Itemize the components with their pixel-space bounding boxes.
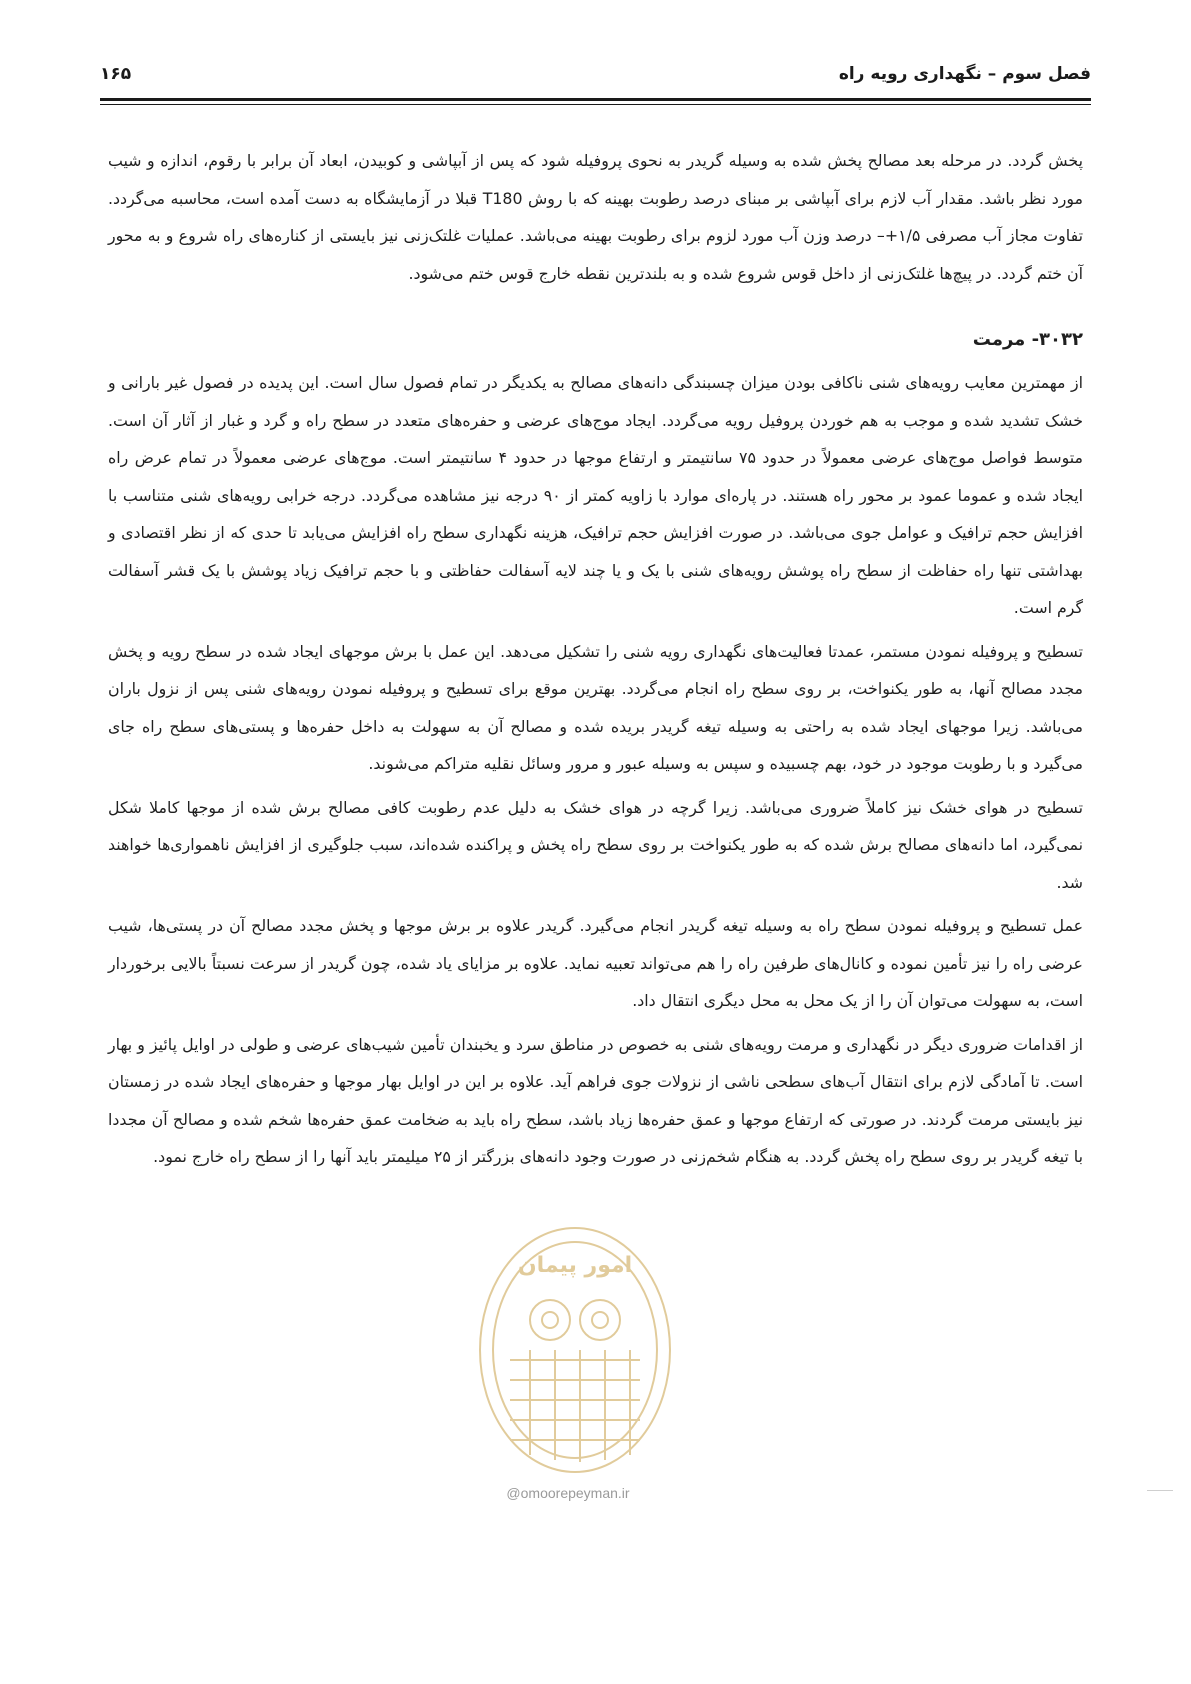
chapter-title: فصل سوم – نگهداری رویه راه [838,64,1091,84]
page-header [100,58,1091,98]
scan-edge-mark [1147,1490,1173,1491]
page-number: ۱۶۵ [100,64,132,84]
watermark-logo-text: امور پیمان [517,1253,633,1278]
intro-paragraph: پخش گردد. در مرحله بعد مصالح پخش شده به وسیله گریدر به نحوی پروفیله شود که پس از آبپاشی و کوبیدن، ابعاد آن برابر با رقوم، اندازه و شیب مورد نظر باشد. مقدار آب لازم برای آبپاشی بر مبنای درصد رطوبت بهینه که با روش T180 قبلا در آزمایشگاه به دست آمده است، محاسبه می‌گردد. تفاوت مجاز آب مصرفی ۱/۵+– درصد وزن آب مورد لزوم برای رطوبت بهینه می‌باشد. عملیات غلتک‌زنی نیز بایستی از کناره‌های راه شروع و به محور آن ختم گردد. در پیچ‌ها غلتک‌زنی از داخل قوس شروع شده و به بلندترین نقطه خارج قوس ختم می‌شود. [108,151,1083,283]
paragraph: تسطیح در هوای خشک نیز کاملاً ضروری می‌باشد. زیرا گرچه در هوای خشک به دلیل عدم رطوبت کافی مصالح برش شده از موجها کاملا شکل نمی‌گیرد، اما دانه‌های مصالح برش شده که به طور یکنواخت بر روی سطح راه پخش و پراکنده شده‌اند، سبب جلوگیری از افزایش ناهمواری‌ها خواهند شد. [108,797,1083,892]
paragraph: تسطیح و پروفیله نمودن مستمر، عمدتا فعالیت‌های نگهداری رویه شنی را تشکیل می‌دهد. این عمل با برش موجهای ایجاد شده در سطح رویه و پخش مجدد مصالح آنها، به طور یکنواخت، بر روی سطح راه انجام می‌گردد. بهترین موقع برای تسطیح و پروفیله نمودن رویه‌های شنی پس از نزول باران می‌باشد. زیرا موجهای ایجاد شده به راحتی به وسیله تیغه گریدر بریده شده و مصالح آن به سهولت به داخل حفره‌ها و پستی‌های سطح راه جای می‌گیرد و با رطوبت موجود در خود، بهم چسبیده و سپس به وسیله عبور و مرور وسائل نقلیه متراکم می‌شوند. [108,641,1083,773]
section-heading: ۳۰۳۲- مرمت [972,329,1083,350]
header-rule-thick [100,98,1091,101]
paragraph: از مهمترین معایب رویه‌های شنی ناکافی بودن میزان چسبندگی دانه‌های مصالح به یکدیگر در تمام فصول سال است. این پدیده در فصول غیر بارانی و خشک تشدید شده و موجب به هم خوردن پروفیل رویه می‌گردد. ایجاد موج‌های عرضی و حفره‌های متعدد در سطح راه و گرد و غبار از آثار آن است. متوسط فواصل موج‌های عرضی معمولاً در حدود ۷۵ سانتیمتر و ارتفاع موجها در حدود ۴ سانتیمتر است. موج‌های عرضی معمولاً در تمام عرض راه ایجاد شده و عموما عمود بر محور راه هستند. در پاره‌ای موارد با زاویه کمتر از ۹۰ درجه نیز مشاهده می‌گردد. درجه خرابی رویه‌های شنی متناسب با افزایش حجم ترافیک و عوامل جوی می‌باشد. در صورت افزایش حجم ترافیک، هزینه نگهداری سطح راه افزایش می‌یابد تا حدی که از نظر اقتصادی و بهداشتی تنها راه حفاظت از سطح راه پوشش رویه‌های شنی با یک و یا چند لایه آسفالت حفاظتی و با حجم ترافیک زیاد پوشش با یک قشر آسفالت گرم است. [108,373,1083,617]
watermark-logo [470,1210,680,1480]
watermark-url: @omoorepeyman.ir [506,1485,630,1501]
body-text [108,142,1083,1182]
paragraph: از اقدامات ضروری دیگر در نگهداری و مرمت رویه‌های شنی به خصوص در مناطق سرد و یخبندان تأمین شیب‌های عرضی و طولی در اوایل پائیز و بهار است. تا آمادگی لازم برای انتقال آب‌های سطحی ناشی از نزولات جوی فراهم آید. علاوه بر این در اوایل بهار موجها و حفره‌های ایجاد شده در زمستان نیز بایستی مرمت گردند. در صورتی که ارتفاع موجها و عمق حفره‌ها زیاد باشد، سطح راه باید به ضخامت عمق حفره‌ها شخم شده و مصالح آن مجددا با تیغه گریدر بر روی سطح راه پخش گردد. به هنگام شخم‌زنی در صورت وجود دانه‌های بزرگتر از ۲۵ میلیمتر باید آنها را از سطح راه خارج نمود. [108,1034,1083,1166]
paragraph: عمل تسطیح و پروفیله نمودن سطح راه به وسیله تیغه گریدر انجام می‌گیرد. گریدر علاوه بر برش موجها و پخش مجدد مصالح آن در پستی‌ها، شیب عرضی راه را نیز تأمین نموده و کانال‌های طرفین راه را هم می‌تواند تعبیه نماید. علاوه بر مزایای یاد شده، چون گریدر از سرعت نسبتاً بالایی برخوردار است، به سهولت می‌توان آن را از یک محل به محل دیگری انتقال داد. [108,916,1083,1010]
header-rule-thin [100,104,1091,105]
